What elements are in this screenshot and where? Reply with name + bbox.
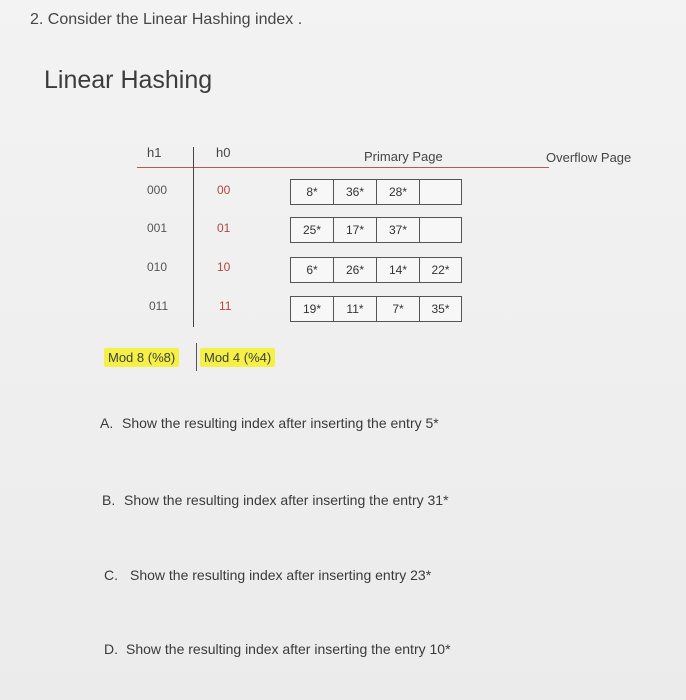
header-h1: h1 bbox=[147, 145, 162, 160]
primary-bucket bbox=[290, 296, 462, 322]
bucket-entry: 7* bbox=[376, 296, 419, 322]
bucket-entry bbox=[419, 179, 462, 205]
question-item-a bbox=[100, 415, 439, 431]
bucket-entry: 8* bbox=[290, 179, 333, 205]
header-overflow-page: Overflow Page bbox=[546, 150, 632, 165]
primary-bucket bbox=[290, 179, 462, 205]
question-label: D. bbox=[104, 641, 118, 657]
column-divider bbox=[193, 147, 194, 327]
question-label: A. bbox=[100, 415, 114, 431]
row-h0: 01 bbox=[217, 221, 231, 235]
primary-bucket bbox=[290, 257, 462, 283]
header-h0: h0 bbox=[216, 145, 231, 160]
bucket-entry bbox=[419, 217, 462, 243]
mod8-note: Mod 8 (%8) bbox=[104, 348, 179, 367]
bucket-entry: 36* bbox=[333, 179, 376, 205]
bucket-entry: 19* bbox=[290, 296, 333, 322]
note-divider bbox=[196, 343, 197, 371]
question-label: C. bbox=[104, 567, 118, 583]
question-text: Show the resulting index after inserting the entry 5* bbox=[122, 415, 439, 431]
header-divider bbox=[137, 167, 549, 168]
bucket-entry: 22* bbox=[419, 257, 462, 283]
row-h1: 011 bbox=[149, 299, 169, 313]
row-h1: 000 bbox=[147, 183, 168, 197]
question-item-c bbox=[104, 567, 431, 583]
mod4-note: Mod 4 (%4) bbox=[200, 348, 275, 367]
bucket-entry: 6* bbox=[290, 257, 333, 283]
bucket-entry: 25* bbox=[290, 217, 333, 243]
row-h0: 10 bbox=[217, 260, 231, 274]
question-label: B. bbox=[102, 492, 116, 508]
question-text: Show the resulting index after inserting the entry 31* bbox=[124, 492, 449, 508]
bucket-entry: 26* bbox=[333, 257, 376, 283]
row-h1: 010 bbox=[147, 260, 168, 274]
question-text: Show the resulting index after inserting the entry 10* bbox=[126, 641, 451, 657]
bucket-entry: 14* bbox=[376, 257, 419, 283]
row-h0: 11 bbox=[219, 299, 232, 313]
bucket-entry: 11* bbox=[333, 296, 376, 322]
question-heading: 2. Consider the Linear Hashing index . bbox=[30, 11, 303, 28]
question-item-b bbox=[102, 492, 449, 508]
bucket-entry: 28* bbox=[376, 179, 419, 205]
primary-bucket bbox=[290, 217, 462, 243]
header-primary-page: Primary Page bbox=[364, 149, 443, 164]
section-title: Linear Hashing bbox=[44, 66, 213, 94]
bucket-entry: 37* bbox=[376, 217, 419, 243]
row-h1: 001 bbox=[147, 221, 168, 235]
question-text: Show the resulting index after inserting entry 23* bbox=[130, 567, 432, 583]
bucket-entry: 35* bbox=[419, 296, 462, 322]
bucket-entry: 17* bbox=[333, 217, 376, 243]
question-item-d bbox=[104, 641, 451, 657]
row-h0: 00 bbox=[217, 183, 231, 197]
